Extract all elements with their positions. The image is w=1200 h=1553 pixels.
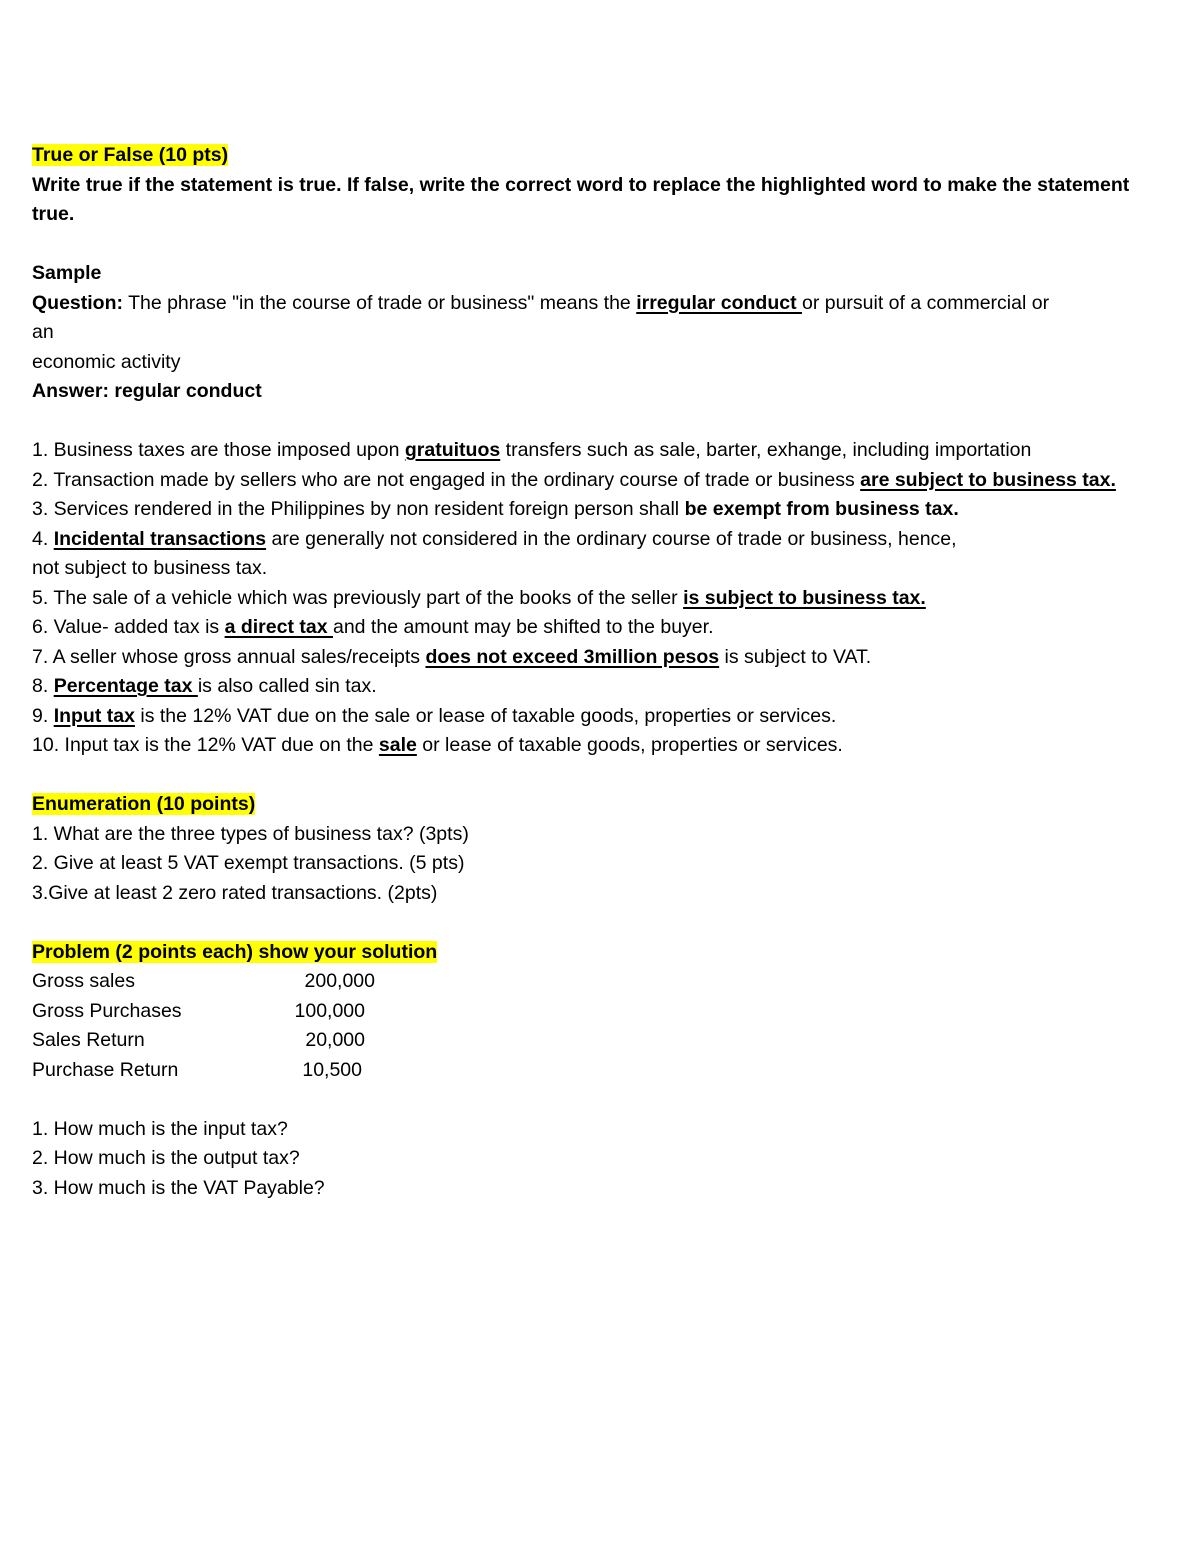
figure-value: 10,500 [302,1058,362,1081]
tf-item-highlight: sale [378,734,417,756]
tf-item-5 [32,584,1172,614]
tf-item-highlight: Percentage tax [53,675,198,697]
spacer [32,761,1172,791]
sample-question-label: Question: [32,291,123,314]
tf-item-bold: be exempt from business tax. [684,498,959,520]
figure-row [32,1056,1172,1086]
tf-item-4 [32,525,1172,555]
tf-item-highlight: gratuituos [404,439,501,461]
tf-item-text: 10. Input tax is the 12% VAT due on the [32,734,379,756]
tf-item-text: 5. The sale of a vehicle which was previously part of the books of the seller [32,586,684,609]
tf-item-7 [32,643,1172,673]
figure-label: Purchase Return [32,1058,179,1081]
tf-item-text: 8. [32,675,54,697]
figure-label: Gross Purchases [32,999,182,1022]
sample-question [32,289,1172,319]
tf-item-8 [32,672,1172,702]
tf-item-highlight: is subject to business tax. [683,586,926,609]
enumeration-heading-line [32,790,1172,820]
tf-item-highlight: are subject to business tax. [860,468,1116,491]
enumeration-item: 2. Give at least 5 VAT exempt transactions. (5 pts) [32,852,465,874]
tf-item-text: or lease of taxable goods, properties or services. [416,734,843,756]
figure-value: 100,000 [294,999,365,1022]
sample-label: Sample [32,262,102,284]
tf-item-highlight: does not exceed 3million pesos [425,645,720,668]
figure-row [32,997,1172,1027]
tf-item-text: 7. A seller whose gross annual sales/receipts [32,645,426,668]
document-content [32,141,1172,1203]
tf-item-text: 9. [32,704,54,727]
figure-value: 200,000 [304,970,375,992]
tf-item-text: 6. Value- added tax is [32,616,225,638]
tf-item-4-cont: not subject to business tax. [32,557,268,579]
tf-item-highlight: Incidental transactions [53,527,267,550]
tf-item-6 [32,613,1172,643]
problem-question: 3. How much is the VAT Payable? [32,1176,325,1199]
figure-row [32,1026,1172,1056]
sample-answer-label: Answer: [32,380,109,402]
spacer [32,1085,1172,1115]
problem-question: 2. How much is the output tax? [32,1147,300,1169]
sample-question-highlight: irregular conduct [636,291,802,314]
tf-item-9 [32,702,1172,732]
problem-question: 1. How much is the input tax? [32,1117,288,1140]
sample-question-post: or pursuit of a commercial or [801,291,1050,314]
enumeration-item: 1. What are the three types of business tax? (3pts) [32,822,469,845]
tf-item-text: is also called sin tax. [197,675,377,697]
tf-item-text: 2. Transaction made by sellers who are not engaged in the ordinary course of trade or business [32,468,861,491]
tf-item-text: is the 12% VAT due on the sale or lease of taxable goods, properties or services. [134,704,837,727]
sample-question-cont-1: an [32,321,54,343]
sample-question-cont-2: economic activity [32,350,181,373]
sample-answer-text: regular conduct [108,380,262,402]
true-false-heading-line [32,141,1172,171]
spacer [32,908,1172,938]
problem-heading: Problem (2 points each) show your solution [32,940,438,963]
tf-item-text: 4. [32,527,54,550]
sample-answer [32,377,1172,407]
tf-item-text: is subject to VAT. [719,645,872,668]
true-false-instructions: Write true if the statement is true. If false, write the correct word to replace the highlighted word to make the statement true. [32,173,1130,225]
tf-item-text: 1. Business taxes are those imposed upon [32,439,405,461]
tf-item-text: 3. Services rendered in the Philippines by non resident foreign person shall [32,498,685,520]
tf-item-text: and the amount may be shifted to the buyer. [332,616,714,638]
enumeration-item: 3.Give at least 2 zero rated transactions. (2pts) [32,881,438,904]
tf-item-1 [32,436,1172,466]
figure-row [32,967,1172,997]
figure-label: Gross sales [32,970,135,992]
figure-value: 20,000 [305,1029,365,1051]
spacer [32,407,1172,437]
true-false-heading: True or False (10 pts) [32,144,229,166]
tf-item-text: are generally not considered in the ordinary course of trade or business, hence, [266,527,957,550]
figure-label: Sales Return [32,1029,145,1051]
tf-item-10 [32,731,1172,761]
enumeration-heading: Enumeration (10 points) [32,793,256,815]
sample-question-text: The phrase "in the course of trade or business" means the [123,291,637,314]
problem-heading-line [32,938,1172,968]
tf-item-highlight: Input tax [53,704,135,727]
tf-item-text: transfers such as sale, barter, exhange, including importation [500,439,1032,461]
tf-item-2 [32,466,1172,496]
spacer [32,230,1172,260]
tf-item-3 [32,495,1172,525]
tf-item-highlight: a direct tax [224,616,333,638]
